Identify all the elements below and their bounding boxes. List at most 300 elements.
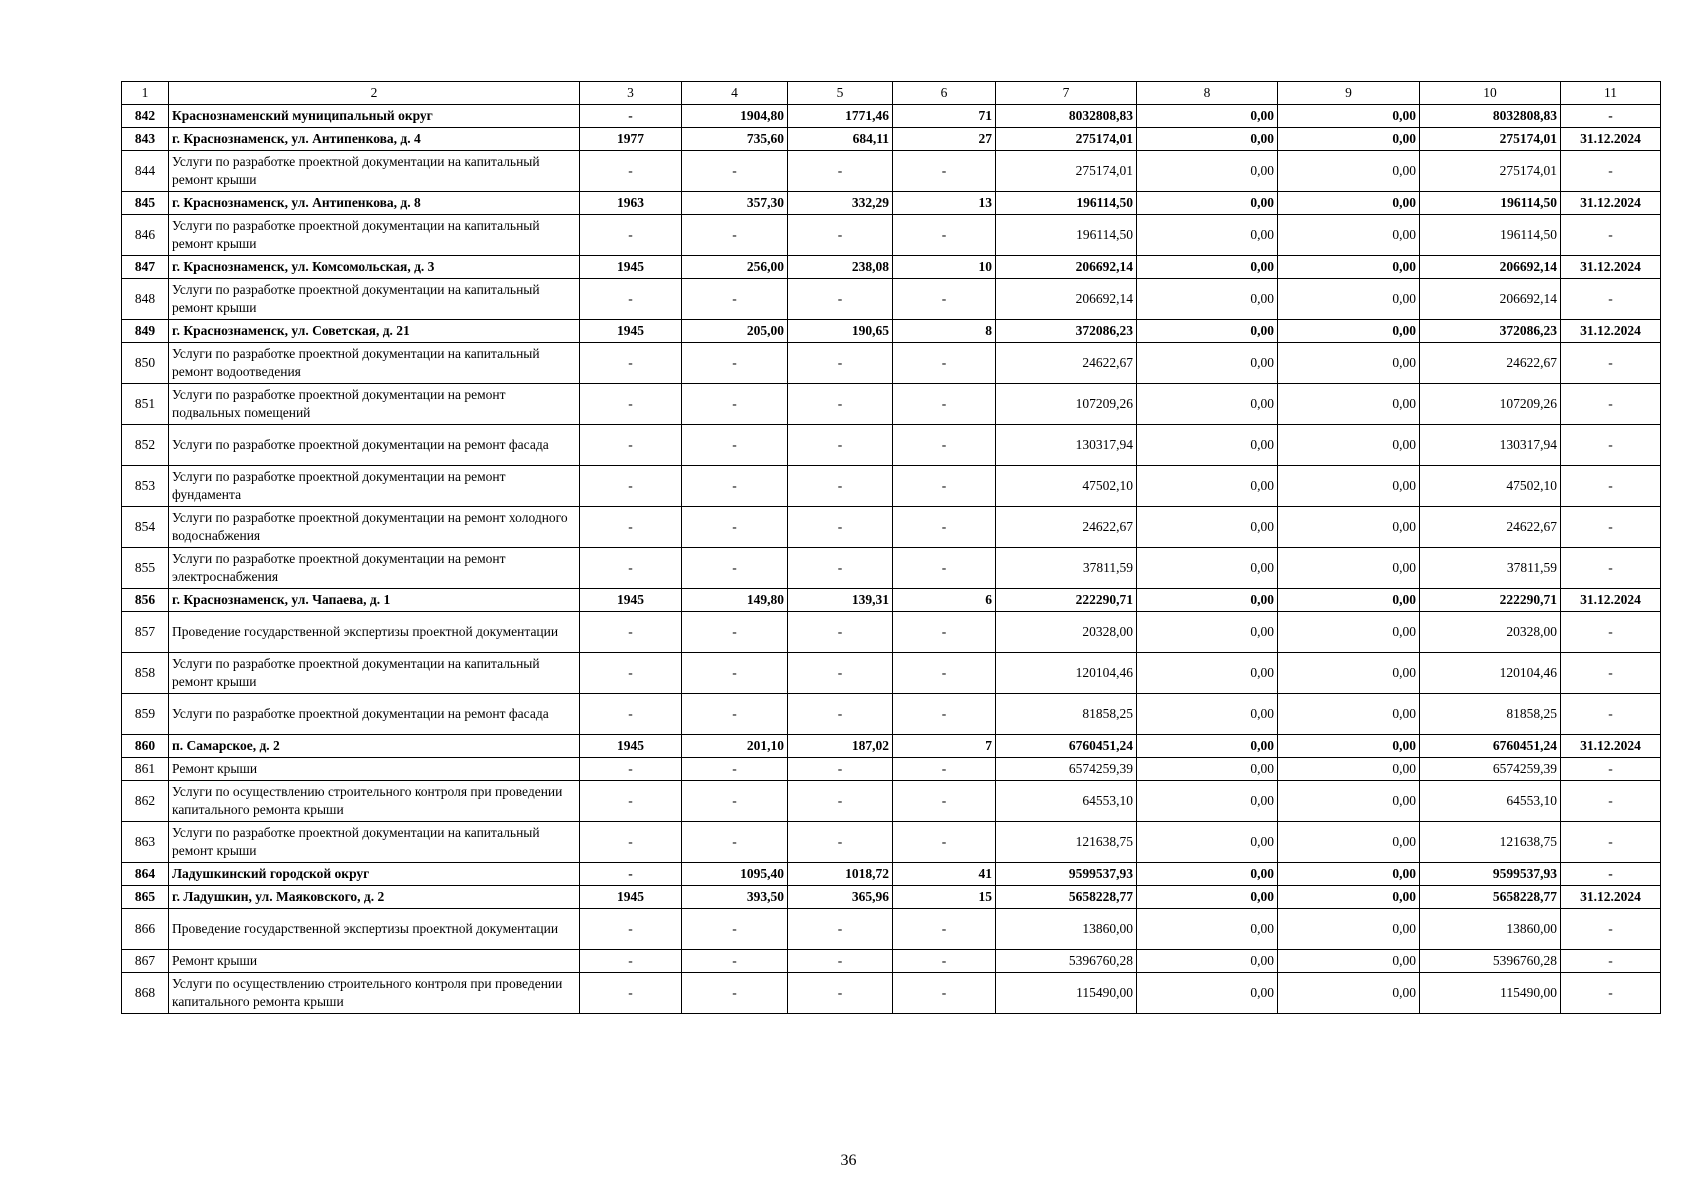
area-total-cell: 149,80 (682, 589, 788, 612)
area-living-cell: - (788, 909, 893, 950)
residents-cell: - (893, 548, 996, 589)
year-cell: - (580, 909, 682, 950)
area-living-cell: - (788, 694, 893, 735)
item-name-cell: Услуги по разработке проектной документации на капитальный ремонт крыши (169, 151, 580, 192)
table-row (122, 128, 1661, 151)
item-name-cell: Ремонт крыши (169, 758, 580, 781)
item-name-cell: Услуги по разработке проектной документации на капитальный ремонт водоотведения (169, 343, 580, 384)
cost-total-cell: 6574259,39 (996, 758, 1137, 781)
cost-fund-a-cell: 0,00 (1137, 822, 1278, 863)
cost-owners-cell: 5396760,28 (1420, 950, 1561, 973)
cost-owners-cell: 8032808,83 (1420, 105, 1561, 128)
table-row (122, 151, 1661, 192)
deadline-cell: 31.12.2024 (1561, 320, 1661, 343)
year-cell: - (580, 612, 682, 653)
deadline-cell: - (1561, 694, 1661, 735)
table-row (122, 822, 1661, 863)
deadline-cell: - (1561, 425, 1661, 466)
table-row (122, 466, 1661, 507)
item-name-cell: п. Самарское, д. 2 (169, 735, 580, 758)
cost-fund-b-cell: 0,00 (1278, 653, 1420, 694)
cost-total-cell: 120104,46 (996, 653, 1137, 694)
table-row (122, 694, 1661, 735)
area-living-cell: 1771,46 (788, 105, 893, 128)
deadline-cell: 31.12.2024 (1561, 192, 1661, 215)
row-number-cell: 848 (122, 279, 169, 320)
table-row (122, 612, 1661, 653)
deadline-cell: - (1561, 758, 1661, 781)
area-living-cell: - (788, 507, 893, 548)
cost-total-cell: 275174,01 (996, 151, 1137, 192)
year-cell: - (580, 758, 682, 781)
item-name-cell: г. Ладушкин, ул. Маяковского, д. 2 (169, 886, 580, 909)
row-number-cell: 866 (122, 909, 169, 950)
year-cell: - (580, 694, 682, 735)
year-cell: 1945 (580, 589, 682, 612)
row-number-cell: 842 (122, 105, 169, 128)
cost-owners-cell: 6760451,24 (1420, 735, 1561, 758)
area-total-cell: - (682, 973, 788, 1014)
area-total-cell: 735,60 (682, 128, 788, 151)
row-number-cell: 855 (122, 548, 169, 589)
table-row (122, 343, 1661, 384)
cost-total-cell: 13860,00 (996, 909, 1137, 950)
area-total-cell: - (682, 758, 788, 781)
cost-total-cell: 222290,71 (996, 589, 1137, 612)
table-row (122, 950, 1661, 973)
cost-owners-cell: 13860,00 (1420, 909, 1561, 950)
cost-fund-a-cell: 0,00 (1137, 507, 1278, 548)
area-living-cell: - (788, 822, 893, 863)
cost-total-cell: 8032808,83 (996, 105, 1137, 128)
item-name-cell: Услуги по разработке проектной документации на ремонт фасада (169, 694, 580, 735)
deadline-cell: - (1561, 781, 1661, 822)
residents-cell: - (893, 653, 996, 694)
area-total-cell: 1904,80 (682, 105, 788, 128)
item-name-cell: Услуги по разработке проектной документации на капитальный ремонт крыши (169, 215, 580, 256)
area-total-cell: - (682, 151, 788, 192)
cost-fund-a-cell: 0,00 (1137, 950, 1278, 973)
year-cell: - (580, 822, 682, 863)
cost-fund-a-cell: 0,00 (1137, 781, 1278, 822)
area-living-cell: - (788, 950, 893, 973)
residents-cell: 10 (893, 256, 996, 279)
cost-fund-a-cell: 0,00 (1137, 105, 1278, 128)
row-number-cell: 859 (122, 694, 169, 735)
residents-cell: - (893, 384, 996, 425)
cost-fund-b-cell: 0,00 (1278, 973, 1420, 1014)
area-total-cell: 256,00 (682, 256, 788, 279)
item-name-cell: г. Краснознаменск, ул. Советская, д. 21 (169, 320, 580, 343)
area-total-cell: - (682, 466, 788, 507)
row-number-cell: 860 (122, 735, 169, 758)
area-total-cell: - (682, 343, 788, 384)
column-header-9: 9 (1278, 82, 1420, 105)
table-row (122, 863, 1661, 886)
area-total-cell: - (682, 612, 788, 653)
deadline-cell: - (1561, 384, 1661, 425)
cost-total-cell: 107209,26 (996, 384, 1137, 425)
cost-fund-a-cell: 0,00 (1137, 279, 1278, 320)
cost-total-cell: 6760451,24 (996, 735, 1137, 758)
area-living-cell: - (788, 973, 893, 1014)
year-cell: - (580, 384, 682, 425)
residents-cell: - (893, 758, 996, 781)
area-living-cell: - (788, 384, 893, 425)
deadline-cell: - (1561, 466, 1661, 507)
cost-fund-a-cell: 0,00 (1137, 886, 1278, 909)
row-number-cell: 843 (122, 128, 169, 151)
cost-owners-cell: 372086,23 (1420, 320, 1561, 343)
deadline-cell: 31.12.2024 (1561, 735, 1661, 758)
column-header-1: 1 (122, 82, 169, 105)
cost-total-cell: 20328,00 (996, 612, 1137, 653)
cost-total-cell: 206692,14 (996, 279, 1137, 320)
cost-fund-b-cell: 0,00 (1278, 320, 1420, 343)
area-total-cell: - (682, 909, 788, 950)
area-total-cell: 201,10 (682, 735, 788, 758)
item-name-cell: г. Краснознаменск, ул. Антипенкова, д. 4 (169, 128, 580, 151)
cost-fund-b-cell: 0,00 (1278, 735, 1420, 758)
cost-fund-a-cell: 0,00 (1137, 909, 1278, 950)
table-row (122, 781, 1661, 822)
column-header-2: 2 (169, 82, 580, 105)
cost-owners-cell: 206692,14 (1420, 279, 1561, 320)
cost-fund-b-cell: 0,00 (1278, 589, 1420, 612)
cost-owners-cell: 20328,00 (1420, 612, 1561, 653)
cost-fund-b-cell: 0,00 (1278, 215, 1420, 256)
column-header-4: 4 (682, 82, 788, 105)
area-living-cell: 190,65 (788, 320, 893, 343)
cost-fund-a-cell: 0,00 (1137, 425, 1278, 466)
residents-cell: - (893, 822, 996, 863)
item-name-cell: Услуги по разработке проектной документации на ремонт фасада (169, 425, 580, 466)
table-row (122, 279, 1661, 320)
column-header-8: 8 (1137, 82, 1278, 105)
item-name-cell: Проведение государственной экспертизы проектной документации (169, 612, 580, 653)
area-living-cell: - (788, 548, 893, 589)
cost-total-cell: 275174,01 (996, 128, 1137, 151)
residents-cell: - (893, 694, 996, 735)
item-name-cell: Ладушкинский городской округ (169, 863, 580, 886)
year-cell: 1945 (580, 320, 682, 343)
row-number-cell: 849 (122, 320, 169, 343)
cost-fund-b-cell: 0,00 (1278, 279, 1420, 320)
cost-total-cell: 130317,94 (996, 425, 1137, 466)
residents-cell: - (893, 425, 996, 466)
year-cell: - (580, 781, 682, 822)
cost-total-cell: 5658228,77 (996, 886, 1137, 909)
cost-fund-a-cell: 0,00 (1137, 694, 1278, 735)
area-total-cell: 1095,40 (682, 863, 788, 886)
item-name-cell: г. Краснознаменск, ул. Комсомольская, д. 3 (169, 256, 580, 279)
area-total-cell: - (682, 279, 788, 320)
residents-cell: - (893, 950, 996, 973)
area-living-cell: - (788, 466, 893, 507)
item-name-cell: Услуги по разработке проектной документации на ремонт электроснабжения (169, 548, 580, 589)
item-name-cell: г. Краснознаменск, ул. Антипенкова, д. 8 (169, 192, 580, 215)
cost-owners-cell: 130317,94 (1420, 425, 1561, 466)
column-header-10: 10 (1420, 82, 1561, 105)
area-total-cell: - (682, 425, 788, 466)
cost-total-cell: 196114,50 (996, 215, 1137, 256)
row-number-cell: 856 (122, 589, 169, 612)
table-row (122, 215, 1661, 256)
cost-fund-b-cell: 0,00 (1278, 694, 1420, 735)
residents-cell: 27 (893, 128, 996, 151)
cost-fund-a-cell: 0,00 (1137, 384, 1278, 425)
row-number-cell: 852 (122, 425, 169, 466)
residents-cell: 7 (893, 735, 996, 758)
area-total-cell: - (682, 781, 788, 822)
cost-owners-cell: 275174,01 (1420, 151, 1561, 192)
row-number-cell: 864 (122, 863, 169, 886)
table-row (122, 886, 1661, 909)
cost-owners-cell: 64553,10 (1420, 781, 1561, 822)
item-name-cell: Услуги по осуществлению строительного контроля при проведении капитального ремонта крыши (169, 781, 580, 822)
cost-fund-a-cell: 0,00 (1137, 320, 1278, 343)
deadline-cell: - (1561, 151, 1661, 192)
column-number-row (122, 82, 1661, 105)
area-living-cell: 238,08 (788, 256, 893, 279)
cost-total-cell: 121638,75 (996, 822, 1137, 863)
item-name-cell: Услуги по разработке проектной документации на капитальный ремонт крыши (169, 822, 580, 863)
row-number-cell: 857 (122, 612, 169, 653)
area-total-cell: - (682, 507, 788, 548)
row-number-cell: 853 (122, 466, 169, 507)
table-row (122, 384, 1661, 425)
deadline-cell: - (1561, 343, 1661, 384)
area-living-cell: - (788, 215, 893, 256)
cost-fund-b-cell: 0,00 (1278, 758, 1420, 781)
item-name-cell: Услуги по осуществлению строительного контроля при проведении капитального ремонта крыши (169, 973, 580, 1014)
residents-cell: 13 (893, 192, 996, 215)
cost-fund-a-cell: 0,00 (1137, 863, 1278, 886)
year-cell: 1945 (580, 256, 682, 279)
cost-fund-b-cell: 0,00 (1278, 256, 1420, 279)
cost-owners-cell: 6574259,39 (1420, 758, 1561, 781)
table-row (122, 758, 1661, 781)
year-cell: - (580, 466, 682, 507)
area-living-cell: 684,11 (788, 128, 893, 151)
cost-total-cell: 196114,50 (996, 192, 1137, 215)
cost-fund-b-cell: 0,00 (1278, 886, 1420, 909)
cost-fund-a-cell: 0,00 (1137, 151, 1278, 192)
cost-owners-cell: 120104,46 (1420, 653, 1561, 694)
year-cell: - (580, 507, 682, 548)
cost-fund-b-cell: 0,00 (1278, 612, 1420, 653)
year-cell: - (580, 950, 682, 973)
cost-fund-a-cell: 0,00 (1137, 215, 1278, 256)
deadline-cell: - (1561, 548, 1661, 589)
area-living-cell: 1018,72 (788, 863, 893, 886)
cost-owners-cell: 196114,50 (1420, 192, 1561, 215)
cost-fund-b-cell: 0,00 (1278, 425, 1420, 466)
table-row (122, 589, 1661, 612)
area-living-cell: 139,31 (788, 589, 893, 612)
residents-cell: - (893, 343, 996, 384)
residents-cell: - (893, 781, 996, 822)
row-number-cell: 863 (122, 822, 169, 863)
cost-fund-b-cell: 0,00 (1278, 343, 1420, 384)
table-row (122, 973, 1661, 1014)
cost-owners-cell: 37811,59 (1420, 548, 1561, 589)
area-total-cell: - (682, 653, 788, 694)
column-header-3: 3 (580, 82, 682, 105)
deadline-cell: - (1561, 822, 1661, 863)
residents-cell: - (893, 612, 996, 653)
area-total-cell: 393,50 (682, 886, 788, 909)
capital-repair-table (121, 81, 1661, 1014)
item-name-cell: Услуги по разработке проектной документации на ремонт холодного водоснабжения (169, 507, 580, 548)
cost-total-cell: 115490,00 (996, 973, 1137, 1014)
cost-fund-a-cell: 0,00 (1137, 735, 1278, 758)
area-total-cell: 205,00 (682, 320, 788, 343)
cost-total-cell: 24622,67 (996, 343, 1137, 384)
area-living-cell: - (788, 279, 893, 320)
item-name-cell: Краснознаменский муниципальный округ (169, 105, 580, 128)
cost-fund-a-cell: 0,00 (1137, 973, 1278, 1014)
residents-cell: 41 (893, 863, 996, 886)
residents-cell: 8 (893, 320, 996, 343)
year-cell: 1945 (580, 735, 682, 758)
cost-fund-a-cell: 0,00 (1137, 192, 1278, 215)
cost-fund-a-cell: 0,00 (1137, 128, 1278, 151)
cost-fund-a-cell: 0,00 (1137, 589, 1278, 612)
row-number-cell: 844 (122, 151, 169, 192)
table-row (122, 105, 1661, 128)
residents-cell: - (893, 279, 996, 320)
area-total-cell: - (682, 950, 788, 973)
area-living-cell: - (788, 781, 893, 822)
cost-fund-a-cell: 0,00 (1137, 612, 1278, 653)
table-row (122, 320, 1661, 343)
item-name-cell: Услуги по разработке проектной документации на ремонт фундамента (169, 466, 580, 507)
deadline-cell: - (1561, 105, 1661, 128)
row-number-cell: 867 (122, 950, 169, 973)
cost-fund-a-cell: 0,00 (1137, 548, 1278, 589)
row-number-cell: 851 (122, 384, 169, 425)
deadline-cell: - (1561, 909, 1661, 950)
cost-fund-b-cell: 0,00 (1278, 105, 1420, 128)
cost-fund-a-cell: 0,00 (1137, 653, 1278, 694)
area-living-cell: - (788, 425, 893, 466)
cost-total-cell: 24622,67 (996, 507, 1137, 548)
cost-owners-cell: 81858,25 (1420, 694, 1561, 735)
year-cell: 1945 (580, 886, 682, 909)
area-living-cell: - (788, 151, 893, 192)
year-cell: - (580, 151, 682, 192)
row-number-cell: 845 (122, 192, 169, 215)
table-row (122, 256, 1661, 279)
deadline-cell: - (1561, 653, 1661, 694)
area-living-cell: - (788, 343, 893, 384)
cost-fund-b-cell: 0,00 (1278, 548, 1420, 589)
deadline-cell: - (1561, 612, 1661, 653)
row-number-cell: 861 (122, 758, 169, 781)
area-living-cell: 187,02 (788, 735, 893, 758)
residents-cell: - (893, 909, 996, 950)
cost-owners-cell: 5658228,77 (1420, 886, 1561, 909)
area-living-cell: 332,29 (788, 192, 893, 215)
cost-fund-b-cell: 0,00 (1278, 128, 1420, 151)
cost-fund-b-cell: 0,00 (1278, 822, 1420, 863)
area-total-cell: - (682, 548, 788, 589)
row-number-cell: 862 (122, 781, 169, 822)
deadline-cell: 31.12.2024 (1561, 128, 1661, 151)
area-total-cell: - (682, 694, 788, 735)
cost-total-cell: 9599537,93 (996, 863, 1137, 886)
table-row (122, 735, 1661, 758)
row-number-cell: 868 (122, 973, 169, 1014)
residents-cell: - (893, 466, 996, 507)
year-cell: - (580, 863, 682, 886)
table-row (122, 192, 1661, 215)
deadline-cell: 31.12.2024 (1561, 589, 1661, 612)
residents-cell: - (893, 151, 996, 192)
column-header-11: 11 (1561, 82, 1661, 105)
deadline-cell: 31.12.2024 (1561, 886, 1661, 909)
cost-fund-b-cell: 0,00 (1278, 950, 1420, 973)
column-header-6: 6 (893, 82, 996, 105)
residents-cell: - (893, 507, 996, 548)
row-number-cell: 865 (122, 886, 169, 909)
cost-owners-cell: 196114,50 (1420, 215, 1561, 256)
area-total-cell: - (682, 822, 788, 863)
year-cell: - (580, 425, 682, 466)
year-cell: 1963 (580, 192, 682, 215)
item-name-cell: Услуги по разработке проектной документации на ремонт подвальных помещений (169, 384, 580, 425)
table-row (122, 909, 1661, 950)
item-name-cell: Проведение государственной экспертизы проектной документации (169, 909, 580, 950)
year-cell: - (580, 105, 682, 128)
cost-fund-a-cell: 0,00 (1137, 256, 1278, 279)
table-row (122, 653, 1661, 694)
row-number-cell: 854 (122, 507, 169, 548)
cost-total-cell: 206692,14 (996, 256, 1137, 279)
year-cell: - (580, 343, 682, 384)
cost-total-cell: 81858,25 (996, 694, 1137, 735)
cost-owners-cell: 24622,67 (1420, 343, 1561, 384)
cost-owners-cell: 121638,75 (1420, 822, 1561, 863)
cost-fund-b-cell: 0,00 (1278, 384, 1420, 425)
year-cell: - (580, 215, 682, 256)
cost-owners-cell: 222290,71 (1420, 589, 1561, 612)
item-name-cell: Ремонт крыши (169, 950, 580, 973)
deadline-cell: - (1561, 973, 1661, 1014)
item-name-cell: Услуги по разработке проектной документации на капитальный ремонт крыши (169, 279, 580, 320)
residents-cell: - (893, 973, 996, 1014)
year-cell: - (580, 973, 682, 1014)
year-cell: 1977 (580, 128, 682, 151)
cost-total-cell: 37811,59 (996, 548, 1137, 589)
cost-fund-b-cell: 0,00 (1278, 909, 1420, 950)
cost-owners-cell: 47502,10 (1420, 466, 1561, 507)
table-row (122, 548, 1661, 589)
area-total-cell: 357,30 (682, 192, 788, 215)
cost-fund-b-cell: 0,00 (1278, 507, 1420, 548)
deadline-cell: - (1561, 507, 1661, 548)
cost-fund-a-cell: 0,00 (1137, 343, 1278, 384)
cost-owners-cell: 107209,26 (1420, 384, 1561, 425)
column-header-7: 7 (996, 82, 1137, 105)
cost-fund-b-cell: 0,00 (1278, 781, 1420, 822)
area-living-cell: 365,96 (788, 886, 893, 909)
residents-cell: 15 (893, 886, 996, 909)
area-living-cell: - (788, 758, 893, 781)
year-cell: - (580, 653, 682, 694)
cost-owners-cell: 206692,14 (1420, 256, 1561, 279)
